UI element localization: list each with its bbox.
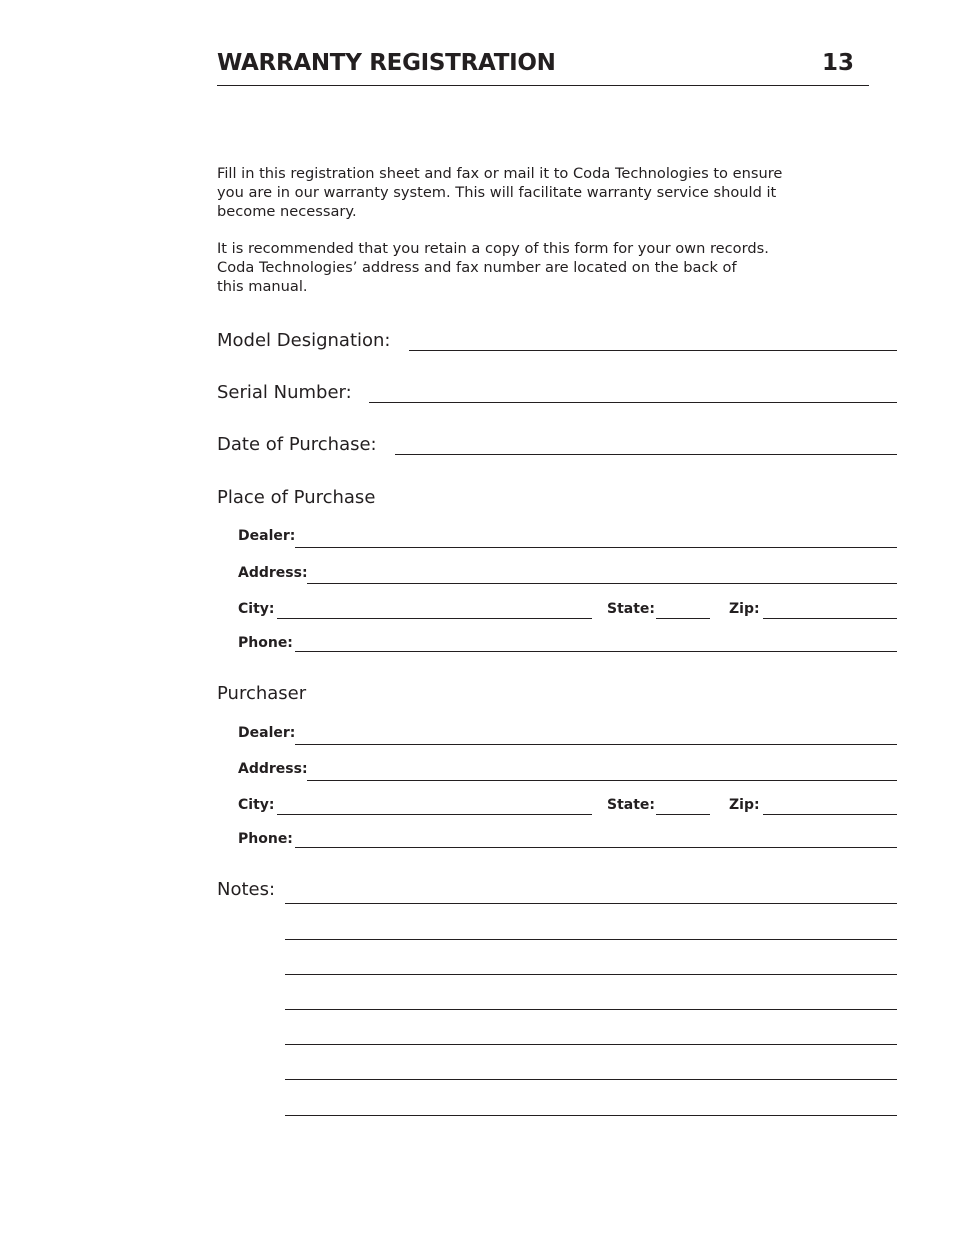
notes-line[interactable] bbox=[285, 974, 897, 975]
intro-line: It is recommended that you retain a copy of this form for your own records. bbox=[217, 240, 769, 257]
model-designation-field[interactable] bbox=[409, 350, 897, 351]
intro-line: become necessary. bbox=[217, 203, 357, 220]
purchaser-state-label: State: bbox=[607, 797, 656, 813]
purchaser-city-field[interactable] bbox=[277, 814, 592, 815]
intro-paragraph-1 bbox=[217, 164, 807, 221]
pop-state-field[interactable] bbox=[656, 618, 710, 619]
pop-phone-field[interactable] bbox=[295, 651, 897, 652]
place-of-purchase-heading: Place of Purchase bbox=[217, 487, 376, 508]
pop-dealer-field[interactable] bbox=[295, 547, 897, 548]
purchaser-state-field[interactable] bbox=[656, 814, 710, 815]
purchaser-dealer-field[interactable] bbox=[295, 744, 897, 745]
page-title: WARRANTY REGISTRATION bbox=[217, 50, 556, 76]
intro-paragraph-2 bbox=[217, 239, 807, 296]
serial-number-label: Serial Number: bbox=[217, 382, 352, 403]
purchaser-dealer-label: Dealer: bbox=[238, 725, 296, 741]
pop-phone-label: Phone: bbox=[238, 635, 293, 651]
notes-line[interactable] bbox=[285, 939, 897, 940]
purchaser-address-field[interactable] bbox=[307, 780, 897, 781]
purchaser-city-label: City: bbox=[238, 797, 275, 813]
date-of-purchase-label: Date of Purchase: bbox=[217, 434, 377, 455]
pop-dealer-label: Dealer: bbox=[238, 528, 296, 544]
serial-number-field[interactable] bbox=[369, 402, 897, 403]
notes-line[interactable] bbox=[285, 1044, 897, 1045]
notes-line[interactable] bbox=[285, 1079, 897, 1080]
purchaser-heading: Purchaser bbox=[217, 683, 307, 704]
intro-line: Coda Technologies’ address and fax number are located on the back of bbox=[217, 259, 737, 276]
notes-label: Notes: bbox=[217, 879, 276, 900]
model-designation-label: Model Designation: bbox=[217, 330, 391, 351]
pop-state-label: State: bbox=[607, 601, 656, 617]
pop-city-label: City: bbox=[238, 601, 275, 617]
intro-line: Fill in this registration sheet and fax or mail it to Coda Technologies to ensure bbox=[217, 165, 783, 182]
intro-line: you are in our warranty system. This will facilitate warranty service should it bbox=[217, 184, 777, 201]
notes-line[interactable] bbox=[285, 1009, 897, 1010]
purchaser-phone-label: Phone: bbox=[238, 831, 293, 847]
notes-line[interactable] bbox=[285, 903, 897, 904]
date-of-purchase-field[interactable] bbox=[395, 454, 897, 455]
notes-line[interactable] bbox=[285, 1115, 897, 1116]
purchaser-zip-field[interactable] bbox=[763, 814, 897, 815]
pop-address-label: Address: bbox=[238, 565, 308, 581]
pop-city-field[interactable] bbox=[277, 618, 592, 619]
pop-address-field[interactable] bbox=[307, 583, 897, 584]
purchaser-zip-label: Zip: bbox=[729, 797, 760, 813]
pop-zip-label: Zip: bbox=[729, 601, 760, 617]
purchaser-address-label: Address: bbox=[238, 761, 308, 777]
pop-zip-field[interactable] bbox=[763, 618, 897, 619]
page-number: 13 bbox=[822, 50, 855, 76]
purchaser-phone-field[interactable] bbox=[295, 847, 897, 848]
intro-line: this manual. bbox=[217, 278, 308, 295]
header-rule bbox=[217, 85, 869, 86]
